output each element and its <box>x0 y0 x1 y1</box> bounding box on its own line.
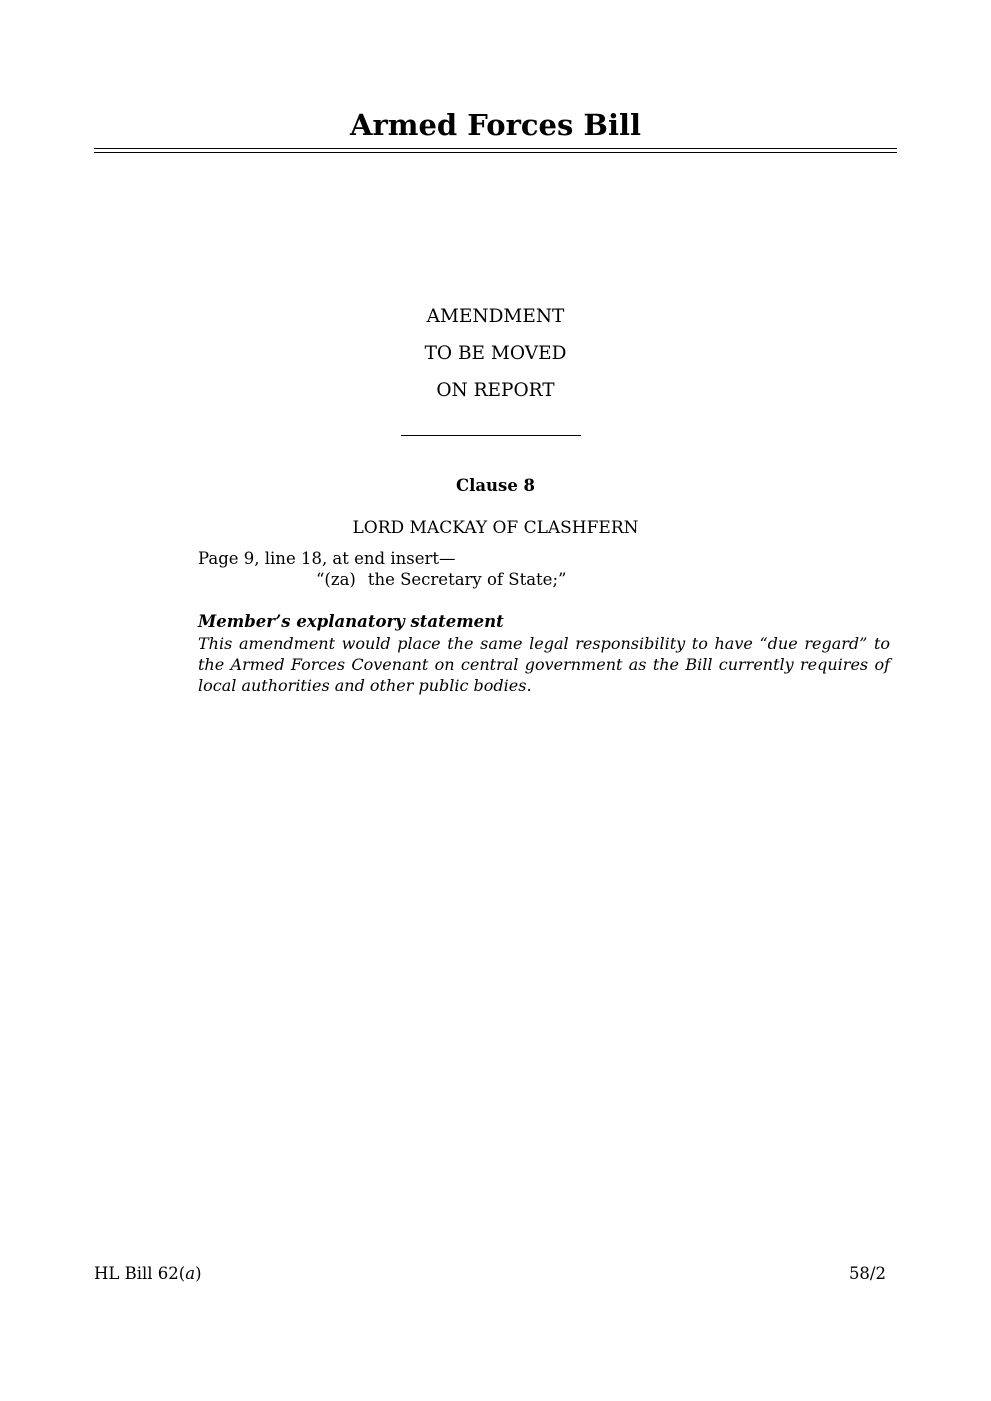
title-rule-upper <box>94 148 897 149</box>
section-divider <box>401 435 581 436</box>
bill-number-prefix: HL Bill 62( <box>94 1264 186 1283</box>
clause-heading: Clause 8 <box>455 476 536 495</box>
bill-number <box>94 1264 202 1283</box>
bill-code: 58/2 <box>848 1264 886 1283</box>
notice-line-to-be-moved: TO BE MOVED <box>424 343 567 364</box>
notice-line-on-report: ON REPORT <box>436 380 555 401</box>
bill-number-suffix: a <box>185 1264 196 1283</box>
explanatory-body: This amendment would place the same legal responsibility to have “due regard” to the Armed Forces Covenant on central government as the Bill currently requires of local authorities and other public bodies. <box>198 634 890 695</box>
bill-number-close: ) <box>195 1264 202 1283</box>
member-name: LORD MACKAY OF CLASHFERN <box>352 518 639 538</box>
paragraph-label: “(za) <box>316 570 356 589</box>
explanatory-heading: Member’s explanatory statement <box>198 612 504 631</box>
notice-line-amendment: AMENDMENT <box>426 306 565 327</box>
inserted-paragraph <box>316 570 566 589</box>
title-rule-lower <box>94 152 897 153</box>
amendment-location: Page 9, line 18, at end insert— <box>198 549 456 568</box>
paragraph-text: the Secretary of State;” <box>367 570 567 589</box>
bill-title: Armed Forces Bill <box>349 108 641 142</box>
